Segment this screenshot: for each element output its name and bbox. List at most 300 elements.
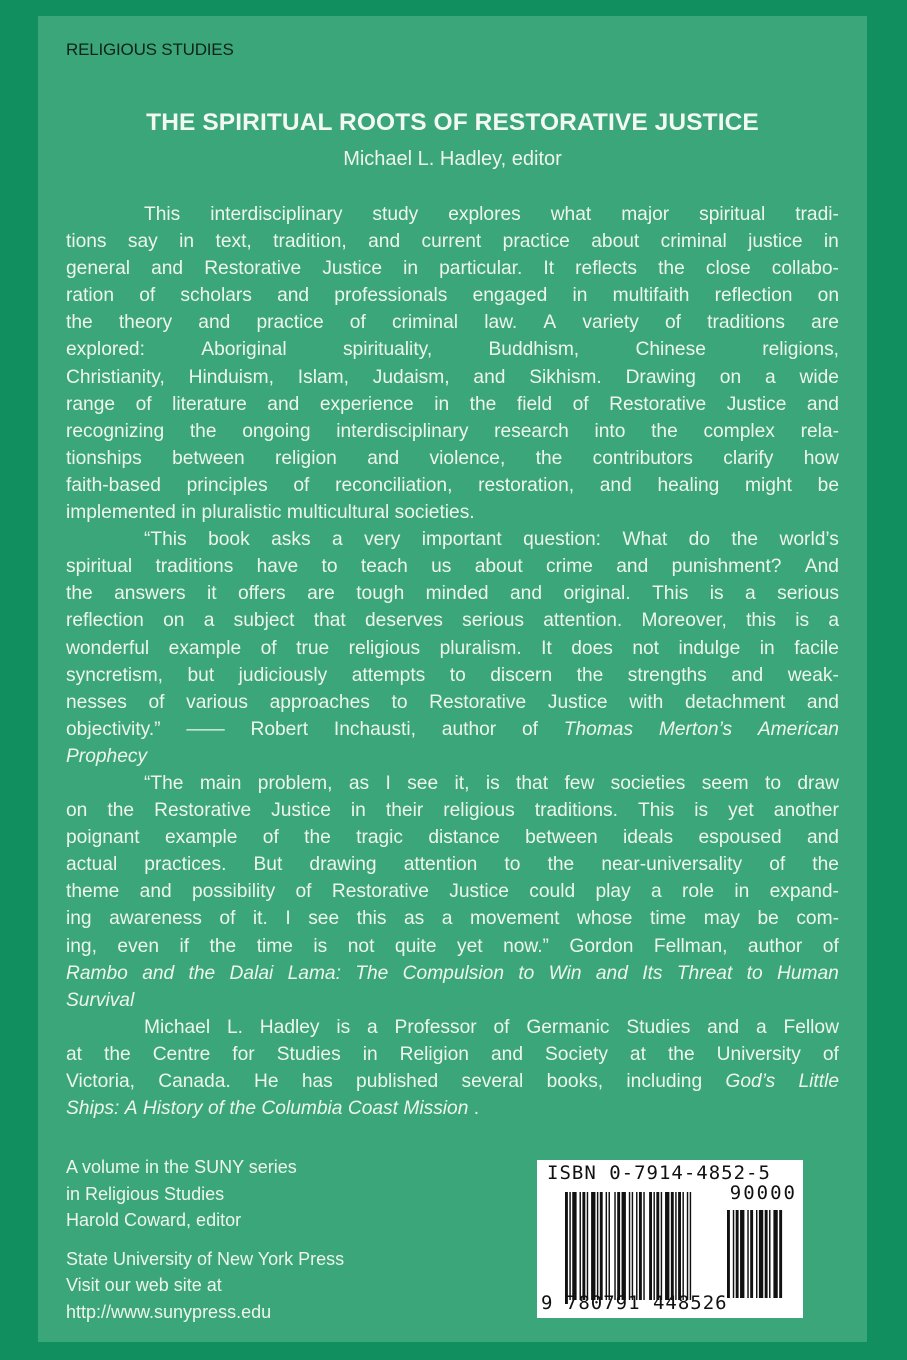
italic-word: A [124,1098,138,1120]
barcode-bar [572,1192,576,1300]
word: This [652,583,689,605]
word: Studies [276,1043,341,1065]
word: in [734,881,750,903]
word: major [621,204,670,225]
word: answers [114,583,186,605]
word: experience [319,393,414,415]
word: main [199,772,242,794]
word: “The [144,772,184,794]
italic-word: God’s [725,1071,776,1092]
word: to [391,691,408,713]
italic-word: Survival [66,989,135,1011]
word: about [591,231,640,253]
word: and [367,447,400,469]
word: attention. [543,610,623,632]
word: as [348,772,370,794]
word: attempts [351,664,426,686]
word: Christianity, [66,366,165,388]
word: author [441,718,497,740]
word: asks [271,529,311,551]
word: the [104,1043,131,1065]
series-editor-line: Harold Coward, editor [66,1210,242,1230]
text-line [66,716,839,743]
word: not [632,637,659,659]
word: tradition, [273,231,347,253]
word: is [336,1016,351,1038]
word: Moreover, [641,610,727,632]
word: general [66,258,131,280]
word: a [203,610,215,632]
word: espoused [698,827,782,849]
text-line [66,418,839,445]
barcode-bar [636,1192,637,1300]
word: . [473,1098,480,1120]
barcode-bar [671,1192,674,1300]
text-line [66,445,839,472]
word: into [594,420,626,442]
word: criminal [660,231,727,253]
word: is [709,583,724,605]
word: teach [360,556,408,578]
word: role [682,881,715,903]
barcode-bar [690,1192,691,1300]
word: What [622,529,668,551]
word: of [219,908,236,930]
barcode-bar [665,1192,669,1300]
word: poignant [66,827,140,849]
word: punishment? [671,556,782,578]
word: of [521,718,538,740]
word: attention [403,854,478,876]
text-line [66,282,839,309]
word: the [812,854,839,876]
word: Studies [626,1016,691,1038]
word: in [434,393,450,415]
word: offers [238,583,286,605]
italic-word: Columbia [261,1098,343,1120]
word: Restorative [154,800,252,822]
spacer [66,1234,344,1246]
word: and [510,583,543,605]
word: example [164,827,238,849]
word: and [616,556,649,578]
word: and [707,1016,740,1038]
word: subject [233,610,295,632]
word: Restorative [429,691,527,713]
text-line [66,662,839,689]
series-line: A volume in the SUNY series [66,1157,297,1177]
word: spiritual [66,556,133,578]
price-code: 90000 [729,1182,797,1204]
word: between [525,827,598,849]
word: that [313,610,346,632]
word: book [208,529,250,551]
text-line [66,635,839,662]
word: Fellman, [653,935,728,957]
word: with [629,691,664,713]
word: of [139,285,156,307]
word: a [764,366,776,388]
word: see [407,772,439,794]
word: of [295,881,312,903]
italic-word: the [188,962,216,984]
word: Victoria, [66,1071,135,1092]
word: and [151,258,184,280]
word: Justice [547,691,608,713]
word: the [667,1043,695,1065]
word: Religion [399,1043,469,1065]
word: and [198,312,231,334]
word: justice [748,231,803,253]
word: are [811,312,839,334]
word: Restorative [609,393,707,415]
word: at [66,1043,83,1065]
word: particular. [439,258,523,280]
word: explores [448,204,521,225]
text-line [66,364,839,391]
word: clarify [723,447,774,469]
word: contributors [592,447,693,469]
word: the [107,800,135,822]
italic-word: Thomas [563,718,634,740]
word: expand- [769,881,839,903]
text-line [66,1041,839,1068]
paragraph-blurb-fellman [66,770,839,1014]
barcode-bar [740,1210,744,1298]
word: even [117,935,160,957]
word: Fellow [783,1016,839,1038]
word: Justice [271,800,331,822]
paragraph-editor-bio [66,1014,839,1122]
word: detachment [684,691,786,713]
word: practice [256,312,324,334]
barcode-bar [773,1210,777,1298]
word: about [474,556,523,578]
text-line [66,905,839,932]
word: current [421,231,482,253]
word: of [135,393,152,415]
word: tions [66,231,107,253]
word: but [187,664,215,686]
word: and [277,285,310,307]
word: Buddhism, [488,339,580,361]
word: University [716,1043,801,1065]
text-line [66,607,839,634]
barcode-bar [580,1192,581,1300]
barcode-bar [617,1192,620,1300]
word: see [308,908,340,930]
word: religions, [762,339,839,361]
barcode-bar [569,1192,570,1300]
word: implemented [66,502,176,524]
word: the [535,447,563,469]
barcode-bar [747,1210,748,1298]
text-line [66,580,839,607]
word: may [703,908,740,930]
word: a [651,881,662,903]
isbn-barcode [537,1160,803,1318]
word: as [404,908,425,930]
word: books, [546,1071,604,1092]
barcode-bar [750,1210,753,1298]
word: now.” [503,935,549,957]
word: tragic [356,827,404,849]
word: a [756,1016,767,1038]
word: of [293,474,310,496]
word: be [757,908,779,930]
word: Justice [726,393,787,415]
word: of [572,393,589,415]
word: between [172,447,245,469]
word: He [254,1071,279,1092]
italic-word: and [142,962,175,984]
word: Robert [250,718,309,740]
text-line [66,201,839,228]
word: practices. [144,854,227,876]
word: wonderful [66,637,150,659]
barcode-bar [632,1192,633,1300]
word: the [66,312,93,334]
word: of [148,691,165,713]
word: the [731,529,759,551]
word: serious [777,583,839,605]
barcode-bar [649,1192,652,1300]
word: traditions [707,312,786,334]
italic-word: Merton’s [658,718,733,740]
word: published [356,1071,439,1092]
italic-word: Compulsion [402,962,504,984]
word: very [364,529,401,551]
word: It [543,258,555,280]
word: “This [144,529,187,551]
barcode-bar [565,1192,568,1304]
word: Hinduism, [188,366,274,388]
word: in [362,1043,378,1065]
text-line [66,255,839,282]
word: the [66,583,93,605]
word: of [493,1016,510,1038]
word: to [765,772,782,794]
word: it, [454,772,470,794]
word: spirituality, [342,339,433,361]
word: draw [797,772,839,794]
word: Gordon [569,935,634,957]
word: Justice [322,258,383,280]
word: do [688,529,710,551]
word: is [485,772,500,794]
word: serious [462,610,524,632]
paragraph-description [66,201,839,526]
word: reflection [66,610,144,632]
word: approaches [269,691,370,713]
word: violence, [429,447,506,469]
word: is [313,935,328,957]
word: But [253,854,283,876]
barcode-bar [675,1192,676,1300]
text-line [66,553,839,580]
word: pluralism. [439,637,522,659]
word: on [66,800,88,822]
publisher-line: State University of New York Press [66,1248,345,1269]
text-line [66,933,839,960]
word: might [745,474,792,496]
barcode-bar [779,1210,782,1298]
website-url[interactable]: http://www.sunypress.edu [66,1301,272,1322]
word: to [504,854,521,876]
word: healing [657,474,720,496]
barcode-bar [639,1192,642,1300]
word: various [186,691,248,713]
word: Inchausti, [333,718,416,740]
word: Canada. [158,1071,231,1092]
website-prompt-line: Visit our web site at [66,1275,222,1295]
word: law. [484,312,518,334]
word: the [576,664,604,686]
word: faith-based [66,474,161,496]
word: author [747,935,803,957]
text-line [66,878,839,905]
word: A [543,312,557,334]
word: this [356,908,387,930]
word: societies [610,772,686,794]
word: at [629,1043,646,1065]
series-line: in Religious Studies [66,1183,225,1204]
word: text, [215,231,252,253]
word: objectivity.” [66,718,161,740]
italic-word: the [229,1098,257,1120]
word: theory [118,312,173,334]
text-line [66,689,839,716]
word: the [304,827,331,849]
word: and [731,664,764,686]
word: whose [577,908,633,930]
word: is [694,800,709,822]
word: time [256,935,293,957]
barcode-bar [587,1192,588,1300]
word: world’s [779,529,839,551]
word: Judaism, [372,366,450,388]
word: does [571,637,613,659]
word: and [368,231,401,253]
word: in [181,502,197,524]
word: could [529,881,576,903]
barcode-bar [727,1210,730,1298]
word: yet [456,935,483,957]
word: seem [701,772,749,794]
word: play [595,881,631,903]
barcode-bar [656,1192,659,1300]
word: problem, [257,772,333,794]
barcode-bar [661,1192,662,1300]
word: and [139,881,172,903]
book-title: THE SPIRITUAL ROOTS OF RESTORATIVE JUSTICE [146,109,759,136]
word: the [658,258,685,280]
word: Society [545,1043,608,1065]
word: spiritual [699,204,766,225]
word: in [823,231,839,253]
word: in [403,258,419,280]
word: of [822,935,839,957]
word: actual [66,854,118,876]
word: reconciliation, [335,474,453,496]
barcode-bar [600,1192,603,1300]
word: movement [469,908,560,930]
word: ongoing [242,420,311,442]
word: Germanic [526,1016,610,1038]
italic-word: The [355,962,389,984]
word: of [260,637,277,659]
book-editor: Michael L. Hadley, editor [343,148,562,170]
word: and [267,393,300,415]
word: reflects [575,258,637,280]
barcode-bar [687,1192,688,1300]
text-line [66,770,839,797]
word: and [473,366,506,388]
word: in [350,800,366,822]
back-cover-text [66,201,839,1122]
word: explored: [66,339,145,361]
barcode-bar [736,1210,739,1298]
italic-word: Ships: [66,1098,120,1120]
word: have [256,556,299,578]
word: of [769,854,786,876]
text-line [66,743,839,770]
italic-word: Dalai [229,962,274,984]
barcode-bar [678,1192,681,1300]
word: Restorative [331,881,429,903]
italic-word: Human [776,962,839,984]
word: on [163,610,185,632]
italic-word: Win [548,962,582,984]
word: traditions [155,556,234,578]
word: religion [274,447,337,469]
word: on [817,285,839,307]
word: what [550,204,592,225]
text-line [66,797,839,824]
word: engaged [472,285,548,307]
word: and [806,691,839,713]
word: religious [348,637,421,659]
word: original. [563,583,631,605]
word: research [494,420,569,442]
word: a [745,583,756,605]
word: complex [703,420,775,442]
ean-digits: 9 780791 448526 [541,1292,728,1314]
text-line [66,960,839,987]
word: weak- [787,664,839,686]
word: recognizing [66,420,165,442]
word: practice [502,231,570,253]
word: a [828,610,839,632]
word: yet [728,800,754,822]
paragraph-blurb-inchausti [66,526,839,770]
word: Hadley [259,1016,320,1038]
word: possibility [192,881,276,903]
word: awareness [109,908,202,930]
text-line [66,472,839,499]
text-line [66,1095,839,1122]
word: if [179,935,190,957]
word: This [637,800,675,822]
word: discern [490,664,553,686]
series-label: RELIGIOUS STUDIES [66,40,234,59]
barcode-bar [765,1210,768,1298]
barcode-bar [597,1192,598,1300]
word: tionships [66,447,142,469]
word: variety [582,312,639,334]
word: on [719,366,742,388]
word: professionals [334,285,448,307]
